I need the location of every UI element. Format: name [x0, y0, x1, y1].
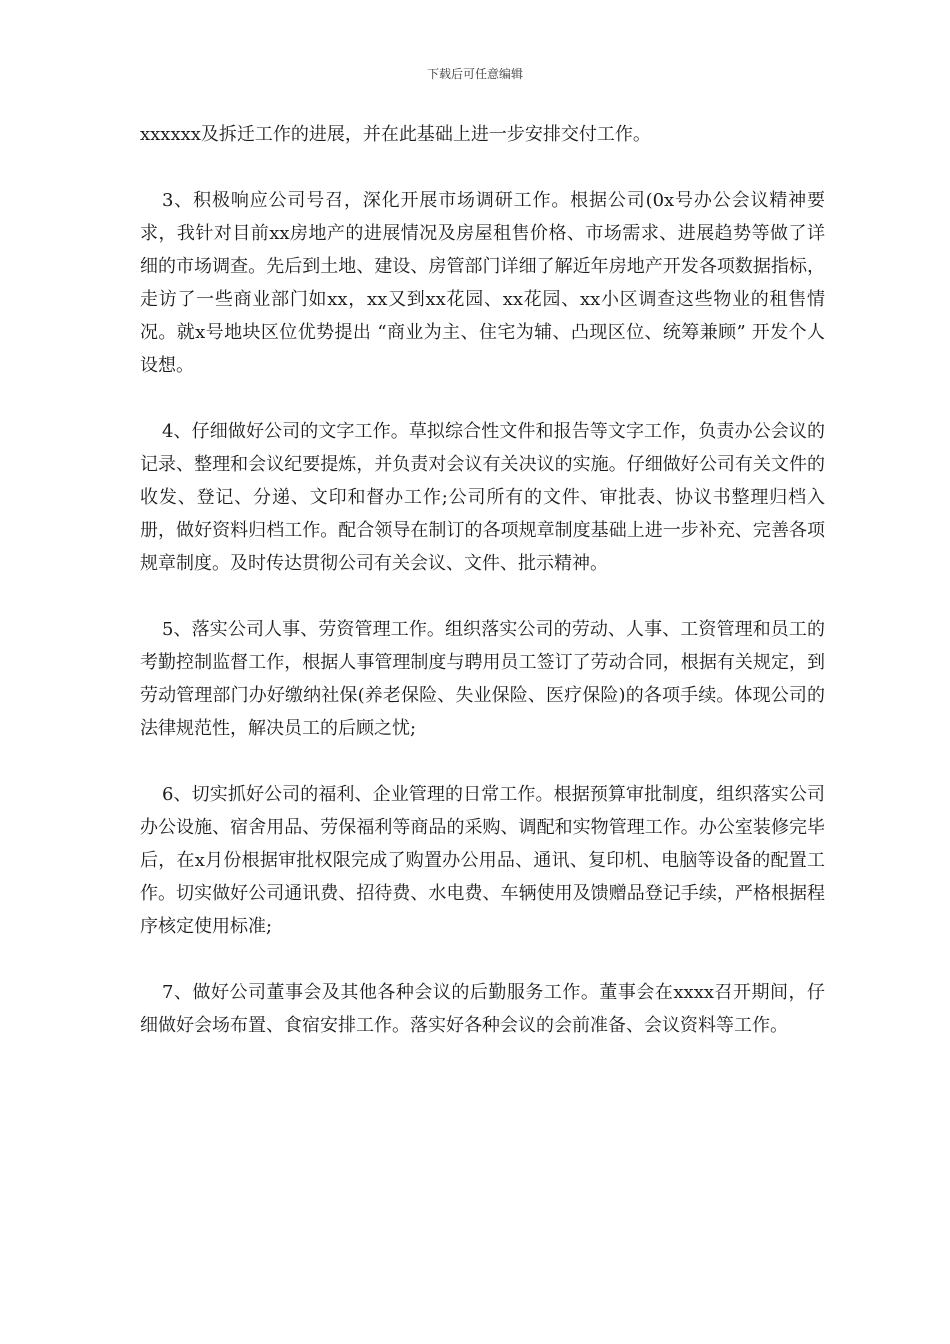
paragraph-item-5: 5、落实公司人事、劳资管理工作。组织落实公司的劳动、人事、工资管理和员工的考勤控制监督工作，根据人事管理制度与聘用员工签订了劳动合同，根据有关规定，到劳动管理部门办好缴纳社保(养老保险、失业保险、医疗保险)的各项手续。体现公司的法律规范性，解决员工的后顾之忧;: [140, 619, 825, 739]
paragraph-gap: [140, 745, 825, 778]
paragraph-gap: [140, 151, 825, 184]
document-body: [140, 118, 825, 1042]
paragraph-continuation: xxxxxx及拆迁工作的进展，并在此基础上进一步安排交付工作。: [140, 124, 651, 145]
paragraph-gap: [140, 382, 825, 415]
paragraph-gap: [140, 580, 825, 613]
paragraph-item-6: 6、切实抓好公司的福利、企业管理的日常工作。根据预算审批制度，组织落实公司办公设施、宿舍用品、劳保福利等商品的采购、调配和实物管理工作。办公室装修完毕后，在x月份根据审批权限完成了购置办公用品、通讯、复印机、电脑等设备的配置工作。切实做好公司通讯费、招待费、水电费、车辆使用及馈赠品登记手续，严格根据程序核定使用标准;: [140, 784, 825, 937]
paragraph-item-4: 4、仔细做好公司的文字工作。草拟综合性文件和报告等文字工作，负责办公会议的记录、整理和会议纪要提炼，并负责对会议有关决议的实施。仔细做好公司有关文件的收发、登记、分递、文印和督办工作;公司所有的文件、审批表、协议书整理归档入册，做好资料归档工作。配合领导在制订的各项规章制度基础上进一步补充、完善各项规章制度。及时传达贯彻公司有关会议、文件、批示精神。: [140, 421, 825, 574]
paragraph-item-7: 7、做好公司董事会及其他各种会议的后勤服务工作。董事会在xxxx召开期间，仔细做好会场布置、食宿安排工作。落实好各种会议的会前准备、会议资料等工作。: [140, 982, 825, 1036]
paragraph-item-3: 3、积极响应公司号召，深化开展市场调研工作。根据公司(0x号办公会议精神要求，我针对目前xx房地产的进展情况及房屋租售价格、市场需求、进展趋势等做了详细的市场调查。先后到土地、建设、房管部门详细了解近年房地产开发各项数据指标，走访了一些商业部门如xx，xx又到xx花园、xx花园、xx小区调查这些物业的租售情况。就x号地块区位优势提出 “商业为主、住宅为辅、凸现区位、统筹兼顾” 开发个人设想。: [140, 190, 825, 376]
paragraph-gap: [140, 943, 825, 976]
header-note: 下载后可任意编辑: [426, 67, 523, 81]
